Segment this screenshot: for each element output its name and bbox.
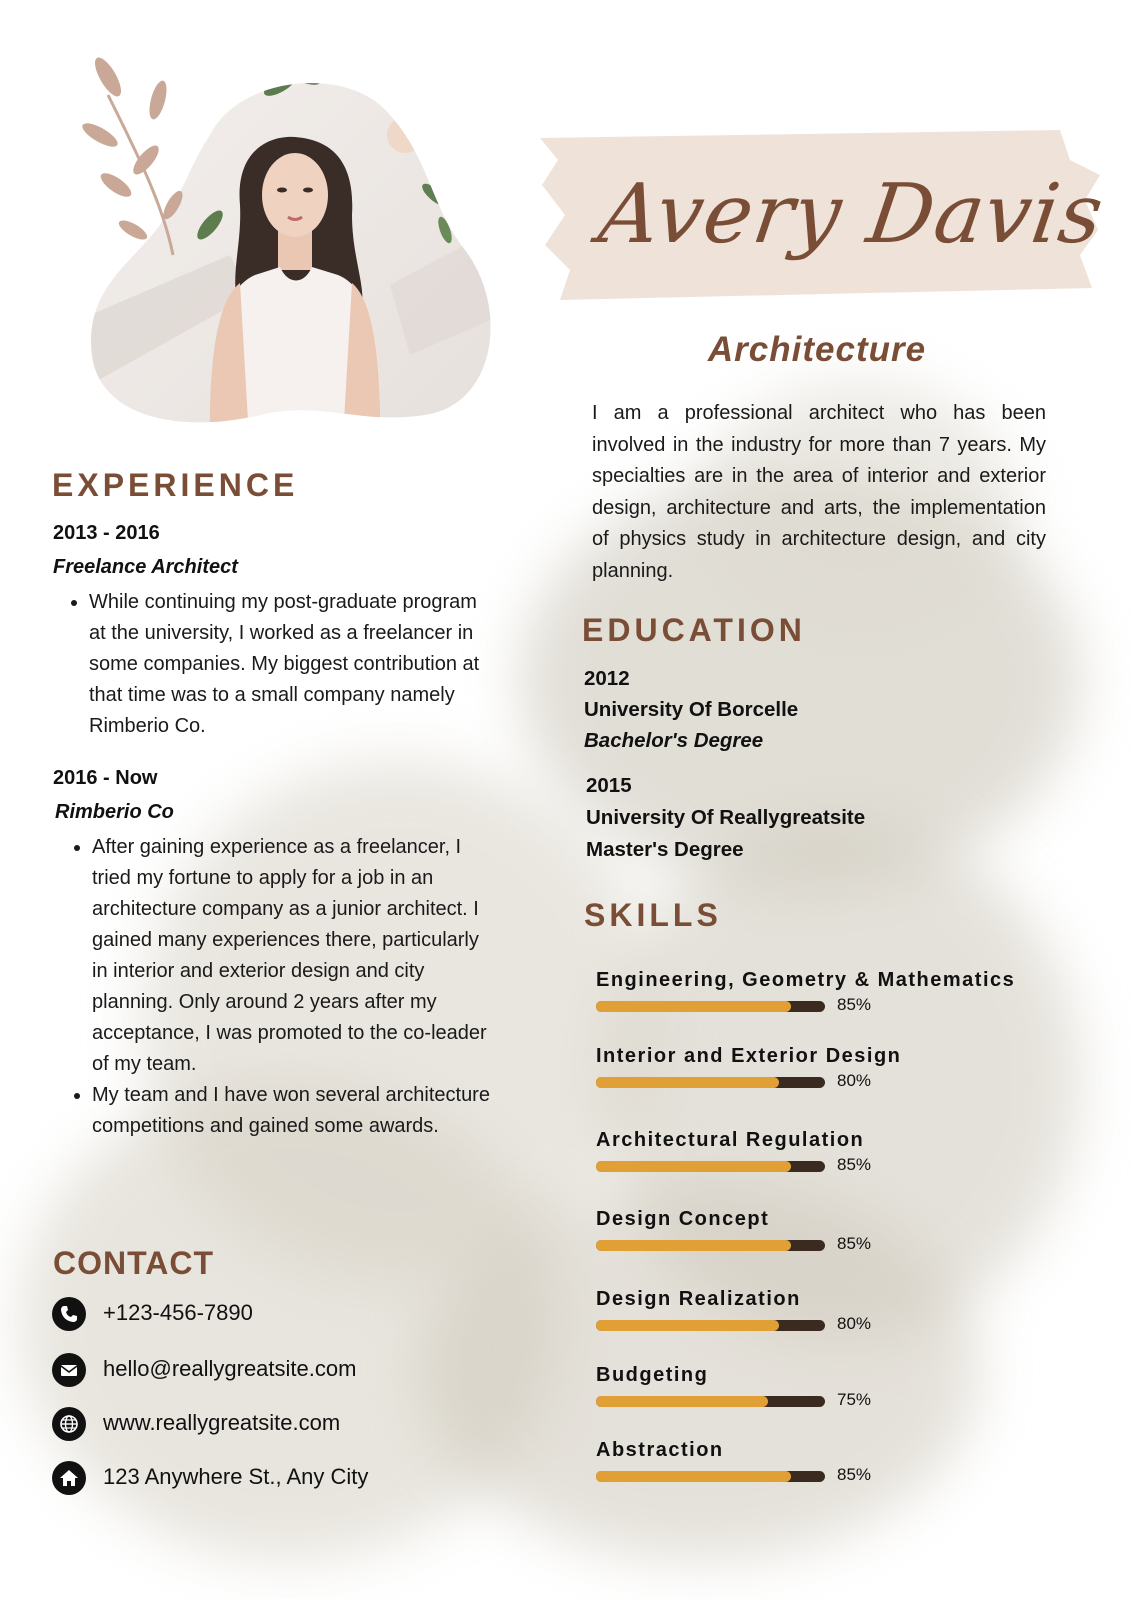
candidate-name: Avery Davis <box>593 167 1110 262</box>
skill-percent: 85% <box>837 995 872 1014</box>
skill-percent: 80% <box>837 1314 872 1333</box>
skill-item <box>596 1045 1056 1094</box>
experience-bullet: • My team and I have won several architecture competitions and gained some awards. <box>92 1080 497 1142</box>
skill-item <box>596 969 1056 1018</box>
job-title: Architecture <box>707 330 927 369</box>
experience-bullets <box>55 832 497 1142</box>
education-year: 2012 <box>584 667 630 690</box>
experience-bullet: • While continuing my post-graduate program at the university, I worked as a freelancer in some companies. My biggest contribution at that time was to a small company namely Rimberio Co. <box>89 587 494 742</box>
experience-role: Freelance Architect <box>53 556 238 578</box>
experience-bullet: • After gaining experience as a freelancer, I tried my fortune to apply for a job in an architecture company as a junior architect. I gained many experiences there, particularly in interior and exterior design and city planning. Only around 2 years after my acceptance, I was promoted to the co-leader of my team. <box>92 832 497 1080</box>
education-heading: EDUCATION <box>582 612 806 648</box>
skill-name: Design Realization <box>596 1288 801 1310</box>
street-address: 123 Anywhere St., Any City <box>103 1464 369 1489</box>
email-address[interactable]: hello@reallygreatsite.com <box>103 1356 357 1381</box>
skill-name: Interior and Exterior Design <box>596 1045 902 1067</box>
skill-name: Engineering, Geometry & Mathematics <box>596 969 1016 991</box>
skill-item <box>596 1129 1056 1178</box>
leaf-branch-decoration <box>78 55 198 265</box>
envelope-icon <box>52 1353 86 1387</box>
education-degree: Master's Degree <box>586 838 744 861</box>
skill-bar-fill <box>596 1001 791 1012</box>
education-entry <box>584 663 798 756</box>
skill-item <box>596 1208 1056 1257</box>
education-year: 2015 <box>586 774 632 797</box>
skill-percent: 85% <box>837 1465 872 1484</box>
skill-percent: 75% <box>837 1390 872 1409</box>
skill-bar <box>596 1001 825 1012</box>
skill-bar-fill <box>596 1240 791 1251</box>
skill-bar <box>596 1471 825 1482</box>
experience-role: Rimberio Co <box>55 801 174 823</box>
skill-percent: 85% <box>837 1155 872 1174</box>
skill-bar-fill <box>596 1077 779 1088</box>
experience-years: 2016 - Now <box>53 767 158 789</box>
skill-item <box>596 1288 1056 1337</box>
education-degree: Bachelor's Degree <box>584 729 764 752</box>
skill-percent: 85% <box>837 1234 872 1253</box>
skill-bar <box>596 1077 825 1088</box>
skills-heading: SKILLS <box>584 897 722 933</box>
skill-bar <box>596 1161 825 1172</box>
experience-years: 2013 - 2016 <box>53 522 160 544</box>
skill-bar <box>596 1240 825 1251</box>
skill-bar-fill <box>596 1320 779 1331</box>
experience-heading: EXPERIENCE <box>52 467 299 503</box>
phone-icon <box>52 1297 86 1331</box>
phone-number[interactable]: +123-456-7890 <box>103 1300 253 1325</box>
education-school: University Of Borcelle <box>584 698 799 721</box>
skill-percent: 80% <box>837 1071 872 1090</box>
experience-bullets <box>52 587 494 742</box>
profile-summary: I am a professional architect who has been involved in the industry for more than 7 years. My specialties are in the area of interior and exterior design, architecture and arts, the implementation of physics study in architecture design, and city planning. <box>592 402 1046 582</box>
skill-item <box>596 1439 1056 1488</box>
skill-bar-fill <box>596 1396 768 1407</box>
globe-icon <box>52 1407 86 1441</box>
skill-bar-fill <box>596 1161 791 1172</box>
website-link[interactable]: www.reallygreatsite.com <box>103 1410 341 1435</box>
skill-name: Architectural Regulation <box>596 1129 865 1151</box>
education-entry <box>586 770 865 866</box>
skill-name: Design Concept <box>596 1208 770 1230</box>
skill-bar <box>596 1396 825 1407</box>
skill-name: Abstraction <box>596 1439 724 1461</box>
home-icon <box>52 1461 86 1495</box>
skill-item <box>596 1364 1056 1413</box>
contact-heading: CONTACT <box>53 1245 215 1281</box>
education-school: University Of Reallygreatsite <box>586 806 866 829</box>
skill-bar-fill <box>596 1471 791 1482</box>
skill-bar <box>596 1320 825 1331</box>
skill-name: Budgeting <box>596 1364 709 1386</box>
